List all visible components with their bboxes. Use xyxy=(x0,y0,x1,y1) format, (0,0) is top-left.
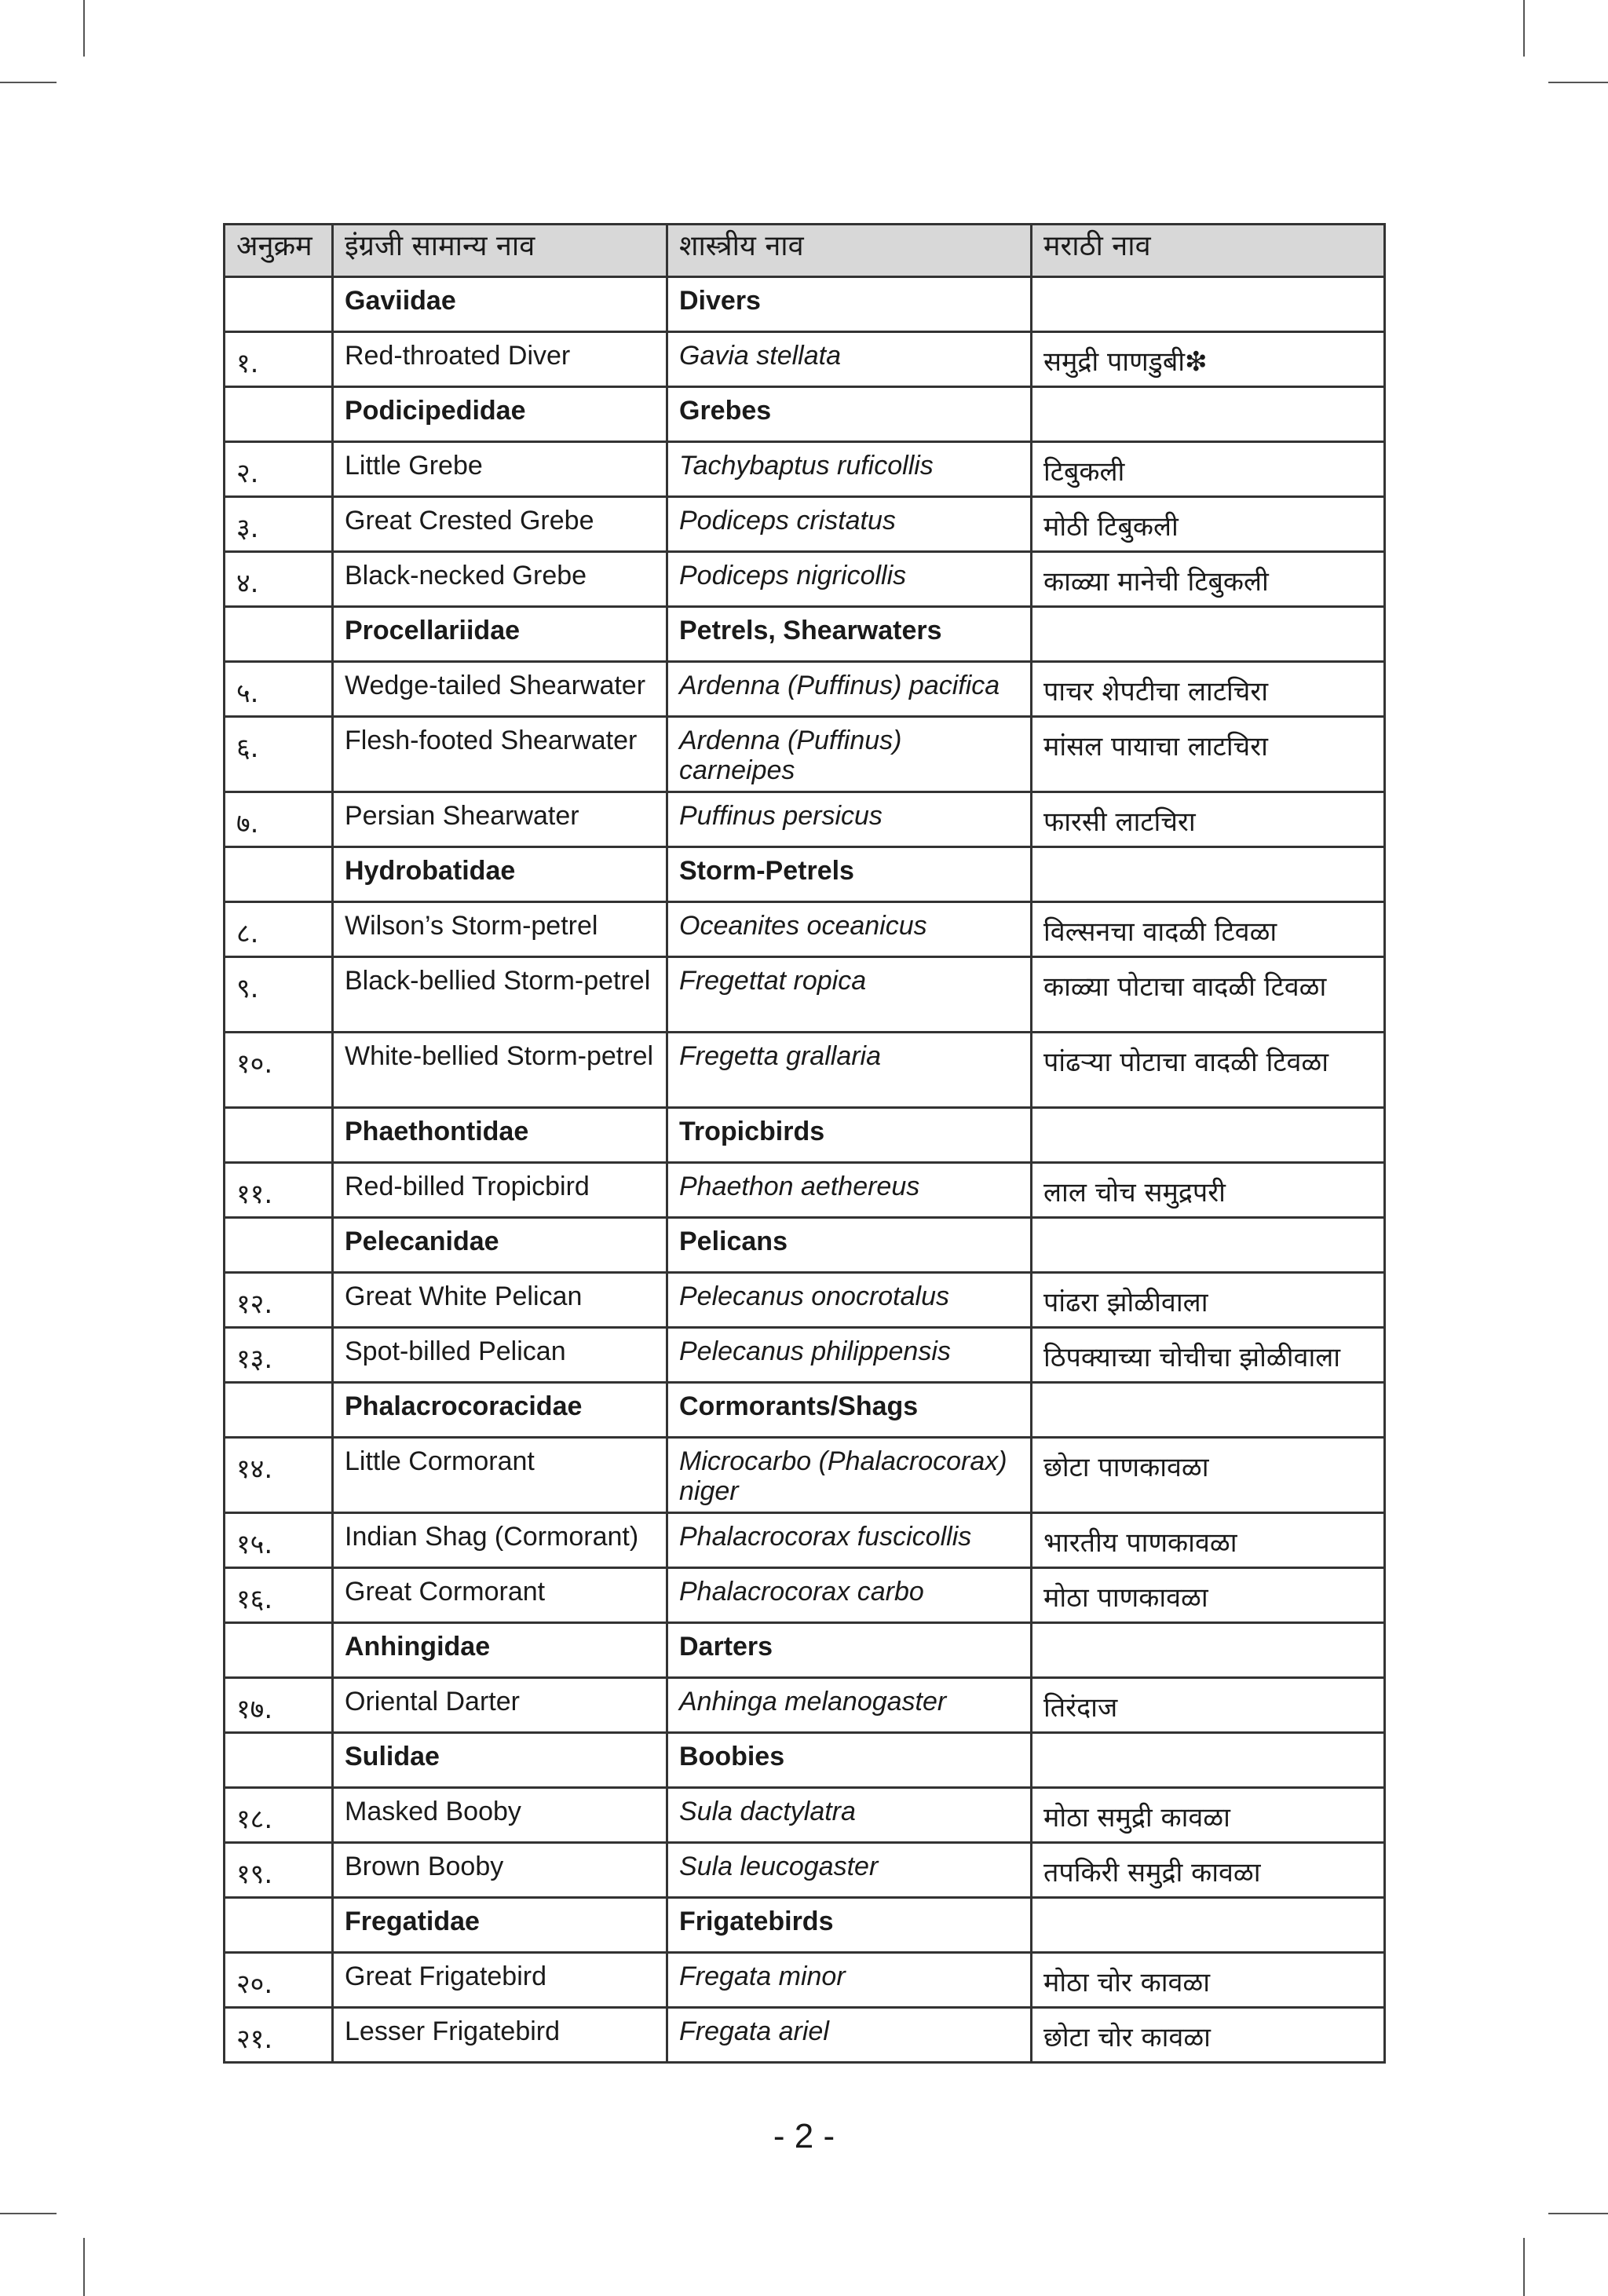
english-name-cell: Lesser Frigatebird xyxy=(333,2008,667,2063)
marathi-name-cell xyxy=(1032,847,1385,902)
marathi-name-cell: मोठी टिबुकली xyxy=(1032,497,1385,552)
serial-number-cell: २१. xyxy=(225,2008,333,2063)
scientific-name-cell: Phalacrocorax fuscicollis xyxy=(667,1513,1032,1568)
scientific-name-cell: Petrels, Shearwaters xyxy=(667,607,1032,662)
scientific-name-cell: Grebes xyxy=(667,387,1032,442)
english-name-cell: Oriental Darter xyxy=(333,1678,667,1733)
english-name-cell: Great White Pelican xyxy=(333,1273,667,1328)
crop-mark xyxy=(83,2238,85,2296)
serial-number-cell: १३. xyxy=(225,1328,333,1383)
serial-number-cell: १२. xyxy=(225,1273,333,1328)
english-name-cell: Great Crested Grebe xyxy=(333,497,667,552)
species-row xyxy=(225,497,1385,552)
family-row xyxy=(225,1733,1385,1788)
species-row xyxy=(225,2008,1385,2063)
marathi-name-cell: तिरंदाज xyxy=(1032,1678,1385,1733)
species-row xyxy=(225,1513,1385,1568)
serial-number-cell: ८. xyxy=(225,902,333,957)
serial-number-cell xyxy=(225,847,333,902)
serial-number-cell xyxy=(225,277,333,332)
species-row xyxy=(225,1328,1385,1383)
marathi-name-cell: भारतीय पाणकावळा xyxy=(1032,1513,1385,1568)
scientific-name-cell: Divers xyxy=(667,277,1032,332)
scientific-name-cell: Fregetta grallaria xyxy=(667,1033,1032,1108)
serial-number-cell: ९. xyxy=(225,957,333,1033)
header-serial: अनुक्रम xyxy=(225,225,333,277)
english-name-cell: Pelecanidae xyxy=(333,1218,667,1273)
english-name-cell: Persian Shearwater xyxy=(333,792,667,847)
scientific-name-cell: Cormorants/Shags xyxy=(667,1383,1032,1438)
species-row xyxy=(225,1843,1385,1898)
serial-number-cell: १०. xyxy=(225,1033,333,1108)
scientific-name-cell: Podiceps cristatus xyxy=(667,497,1032,552)
family-row xyxy=(225,607,1385,662)
family-row xyxy=(225,847,1385,902)
serial-number-cell xyxy=(225,387,333,442)
scientific-name-cell: Ardenna (Puffinus) carneipes xyxy=(667,717,1032,792)
english-name-cell: Podicipedidae xyxy=(333,387,667,442)
species-row xyxy=(225,1678,1385,1733)
species-row xyxy=(225,717,1385,792)
marathi-name-cell xyxy=(1032,1733,1385,1788)
crop-mark xyxy=(1548,2213,1608,2214)
family-row xyxy=(225,387,1385,442)
crop-mark xyxy=(83,0,85,57)
serial-number-cell xyxy=(225,1733,333,1788)
serial-number-cell: ११. xyxy=(225,1163,333,1218)
species-row xyxy=(225,792,1385,847)
scientific-name-cell: Pelecanus onocrotalus xyxy=(667,1273,1032,1328)
species-row xyxy=(225,1273,1385,1328)
serial-number-cell: १९. xyxy=(225,1843,333,1898)
species-row xyxy=(225,1033,1385,1108)
english-name-cell: Spot-billed Pelican xyxy=(333,1328,667,1383)
marathi-name-cell xyxy=(1032,1218,1385,1273)
species-row xyxy=(225,1953,1385,2008)
serial-number-cell xyxy=(225,1218,333,1273)
serial-number-cell: १७. xyxy=(225,1678,333,1733)
marathi-name-cell: लाल चोच समुद्रपरी xyxy=(1032,1163,1385,1218)
table-header-row xyxy=(225,225,1385,277)
crop-mark xyxy=(1523,2238,1525,2296)
serial-number-cell xyxy=(225,1108,333,1163)
english-name-cell: Wilson’s Storm-petrel xyxy=(333,902,667,957)
marathi-name-cell: पांढरा झोळीवाला xyxy=(1032,1273,1385,1328)
marathi-name-cell: मोठा समुद्री कावळा xyxy=(1032,1788,1385,1843)
species-row xyxy=(225,957,1385,1033)
marathi-name-cell: छोटा चोर कावळा xyxy=(1032,2008,1385,2063)
scientific-name-cell: Microcarbo (Phalacrocorax) niger xyxy=(667,1438,1032,1513)
species-row xyxy=(225,1788,1385,1843)
species-row xyxy=(225,1568,1385,1623)
marathi-name-cell: ठिपक्याच्या चोचीचा झोळीवाला xyxy=(1032,1328,1385,1383)
scientific-name-cell: Sula leucogaster xyxy=(667,1843,1032,1898)
scientific-name-cell: Pelecanus philippensis xyxy=(667,1328,1032,1383)
serial-number-cell: ३. xyxy=(225,497,333,552)
serial-number-cell: १८. xyxy=(225,1788,333,1843)
scientific-name-cell: Gavia stellata xyxy=(667,332,1032,387)
marathi-name-cell: पाचर शेपटीचा लाटचिरा xyxy=(1032,662,1385,717)
family-row xyxy=(225,1108,1385,1163)
crop-mark xyxy=(1523,0,1525,57)
scientific-name-cell: Fregata minor xyxy=(667,1953,1032,2008)
english-name-cell: Little Cormorant xyxy=(333,1438,667,1513)
marathi-name-cell xyxy=(1032,1108,1385,1163)
marathi-name-cell: मोठा पाणकावळा xyxy=(1032,1568,1385,1623)
marathi-name-cell xyxy=(1032,607,1385,662)
serial-number-cell: ५. xyxy=(225,662,333,717)
page-number: - 2 - xyxy=(773,2117,835,2155)
scientific-name-cell: Frigatebirds xyxy=(667,1898,1032,1953)
english-name-cell: Flesh-footed Shearwater xyxy=(333,717,667,792)
scientific-name-cell: Storm-Petrels xyxy=(667,847,1032,902)
header-marathi-name: मराठी नाव xyxy=(1032,225,1385,277)
scientific-name-cell: Anhinga melanogaster xyxy=(667,1678,1032,1733)
species-row xyxy=(225,662,1385,717)
scientific-name-cell: Ardenna (Puffinus) pacifica xyxy=(667,662,1032,717)
scientific-name-cell: Oceanites oceanicus xyxy=(667,902,1032,957)
english-name-cell: Fregatidae xyxy=(333,1898,667,1953)
english-name-cell: Great Frigatebird xyxy=(333,1953,667,2008)
marathi-name-cell: टिबुकली xyxy=(1032,442,1385,497)
species-row xyxy=(225,1438,1385,1513)
crop-mark xyxy=(1548,82,1608,83)
family-row xyxy=(225,1623,1385,1678)
english-name-cell: Hydrobatidae xyxy=(333,847,667,902)
marathi-name-cell xyxy=(1032,387,1385,442)
crop-mark xyxy=(0,82,57,83)
english-name-cell: Great Cormorant xyxy=(333,1568,667,1623)
marathi-name-cell: पांढऱ्या पोटाचा वादळी टिवळा xyxy=(1032,1033,1385,1108)
marathi-name-cell: मांसल पायाचा लाटचिरा xyxy=(1032,717,1385,792)
marathi-name-cell: छोटा पाणकावळा xyxy=(1032,1438,1385,1513)
bird-species-table xyxy=(223,223,1386,2064)
marathi-name-cell: फारसी लाटचिरा xyxy=(1032,792,1385,847)
species-row xyxy=(225,1163,1385,1218)
english-name-cell: White-bellied Storm-petrel xyxy=(333,1033,667,1108)
marathi-name-cell: समुद्री पाणडुबी❇ xyxy=(1032,332,1385,387)
scientific-name-cell: Podiceps nigricollis xyxy=(667,552,1032,607)
scientific-name-cell: Phalacrocorax carbo xyxy=(667,1568,1032,1623)
english-name-cell: Brown Booby xyxy=(333,1843,667,1898)
species-row xyxy=(225,902,1385,957)
scientific-name-cell: Boobies xyxy=(667,1733,1032,1788)
marathi-name-cell xyxy=(1032,1898,1385,1953)
serial-number-cell: ७. xyxy=(225,792,333,847)
header-english-name: इंग्रजी सामान्य नाव xyxy=(333,225,667,277)
marathi-name-cell: काळ्या पोटाचा वादळी टिवळा xyxy=(1032,957,1385,1033)
marathi-name-cell xyxy=(1032,277,1385,332)
scientific-name-cell: Tropicbirds xyxy=(667,1108,1032,1163)
english-name-cell: Black-bellied Storm-petrel xyxy=(333,957,667,1033)
scientific-name-cell: Sula dactylatra xyxy=(667,1788,1032,1843)
serial-number-cell xyxy=(225,607,333,662)
serial-number-cell: १४. xyxy=(225,1438,333,1513)
english-name-cell: Red-throated Diver xyxy=(333,332,667,387)
species-row xyxy=(225,442,1385,497)
english-name-cell: Wedge-tailed Shearwater xyxy=(333,662,667,717)
serial-number-cell xyxy=(225,1898,333,1953)
serial-number-cell: २०. xyxy=(225,1953,333,2008)
marathi-name-cell xyxy=(1032,1383,1385,1438)
english-name-cell: Sulidae xyxy=(333,1733,667,1788)
family-row xyxy=(225,277,1385,332)
scientific-name-cell: Fregata ariel xyxy=(667,2008,1032,2063)
serial-number-cell: ४. xyxy=(225,552,333,607)
family-row xyxy=(225,1898,1385,1953)
serial-number-cell: ६. xyxy=(225,717,333,792)
family-row xyxy=(225,1218,1385,1273)
serial-number-cell xyxy=(225,1623,333,1678)
serial-number-cell: १५. xyxy=(225,1513,333,1568)
english-name-cell: Red-billed Tropicbird xyxy=(333,1163,667,1218)
table-body xyxy=(225,277,1385,2063)
english-name-cell: Indian Shag (Cormorant) xyxy=(333,1513,667,1568)
marathi-name-cell xyxy=(1032,1623,1385,1678)
serial-number-cell: २. xyxy=(225,442,333,497)
family-row xyxy=(225,1383,1385,1438)
serial-number-cell xyxy=(225,1383,333,1438)
english-name-cell: Phaethontidae xyxy=(333,1108,667,1163)
crop-mark xyxy=(0,2213,57,2214)
scientific-name-cell: Phaethon aethereus xyxy=(667,1163,1032,1218)
english-name-cell: Phalacrocoracidae xyxy=(333,1383,667,1438)
marathi-name-cell: तपकिरी समुद्री कावळा xyxy=(1032,1843,1385,1898)
scientific-name-cell: Pelicans xyxy=(667,1218,1032,1273)
english-name-cell: Procellariidae xyxy=(333,607,667,662)
marathi-name-cell: काळ्या मानेची टिबुकली xyxy=(1032,552,1385,607)
scientific-name-cell: Fregettat ropica xyxy=(667,957,1032,1033)
scientific-name-cell: Tachybaptus ruficollis xyxy=(667,442,1032,497)
scientific-name-cell: Puffinus persicus xyxy=(667,792,1032,847)
serial-number-cell: १. xyxy=(225,332,333,387)
species-row xyxy=(225,552,1385,607)
marathi-name-cell: मोठा चोर कावळा xyxy=(1032,1953,1385,2008)
scientific-name-cell: Darters xyxy=(667,1623,1032,1678)
english-name-cell: Gaviidae xyxy=(333,277,667,332)
marathi-name-cell: विल्सनचा वादळी टिवळा xyxy=(1032,902,1385,957)
header-scientific-name: शास्त्रीय नाव xyxy=(667,225,1032,277)
english-name-cell: Masked Booby xyxy=(333,1788,667,1843)
serial-number-cell: १६. xyxy=(225,1568,333,1623)
species-row xyxy=(225,332,1385,387)
english-name-cell: Anhingidae xyxy=(333,1623,667,1678)
english-name-cell: Black-necked Grebe xyxy=(333,552,667,607)
english-name-cell: Little Grebe xyxy=(333,442,667,497)
